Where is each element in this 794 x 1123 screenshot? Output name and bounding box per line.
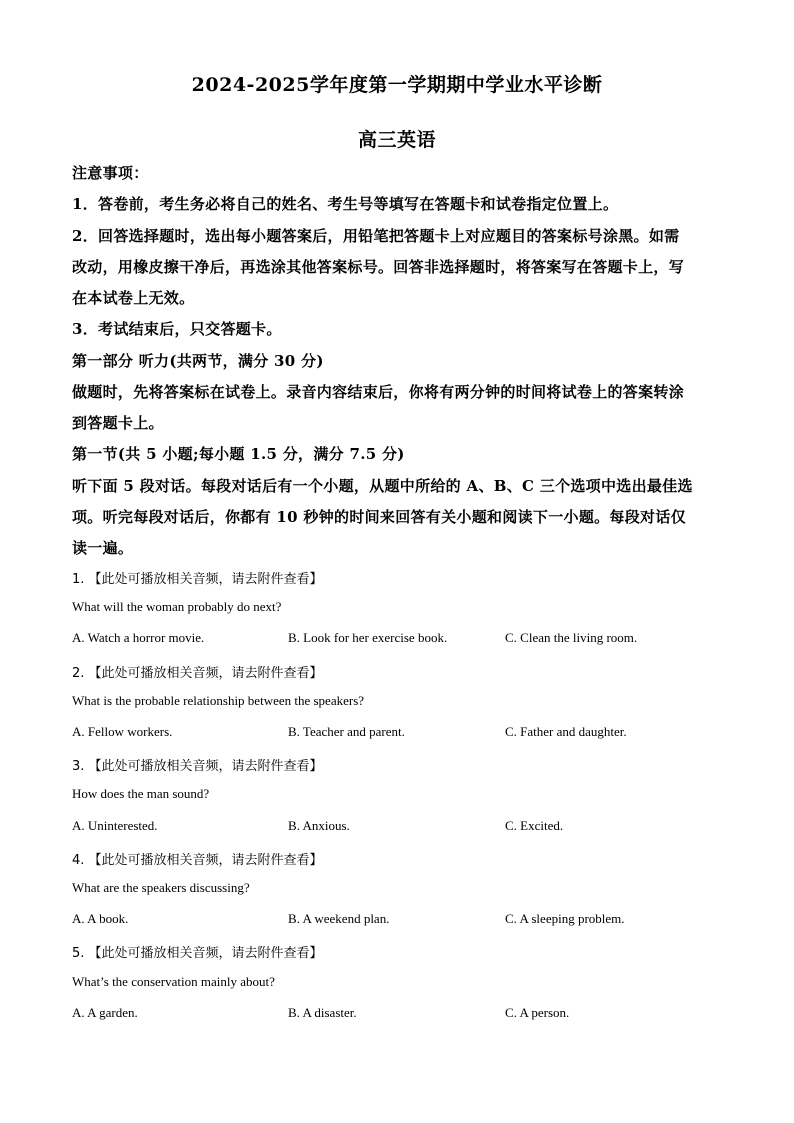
question-4-audio-link[interactable]: 4. 【此处可播放相关音频，请去附件查看】: [72, 853, 323, 868]
section1-intro-line-1: 听下面 5 段对话。每段对话后有一个小题，从题中所给的 A、B、C 三个选项中选出最佳选: [72, 477, 693, 495]
question-1-stem: What will the woman probably do next?: [72, 599, 282, 614]
notice-heading: 注意事项：: [72, 164, 149, 182]
question-1-option-c: C. Clean the living room.: [505, 630, 638, 645]
notice-item-1: 1．答卷前，考生务必将自己的姓名、考生号等填写在答题卡和试卷指定位置上。: [72, 195, 619, 213]
question-3-option-c: C. Excited.: [505, 818, 564, 833]
question-5-stem: What’s the conservation mainly about?: [72, 974, 275, 989]
section1-intro-line-3: 读一遍。: [72, 539, 134, 557]
notice-item-2-line-3: 在本试卷上无效。: [72, 289, 195, 307]
question-1-option-b: B. Look for her exercise book.: [288, 630, 448, 645]
question-5-option-b: B. A disaster.: [288, 1005, 357, 1020]
notice-item-2-line-1: 2．回答选择题时，选出每小题答案后，用铅笔把答题卡上对应题目的答案标号涂黑。如需: [72, 227, 680, 245]
question-3-audio-link[interactable]: 3. 【此处可播放相关音频，请去附件查看】: [72, 759, 323, 774]
notice-item-3: 3．考试结束后，只交答题卡。: [72, 320, 282, 338]
question-3-option-a: A. Uninterested.: [72, 818, 158, 833]
question-2-audio-link[interactable]: 2. 【此处可播放相关音频，请去附件查看】: [72, 666, 323, 681]
section1-heading: 第一节(共 5 小题;每小题 1.5 分，满分 7.5 分): [72, 445, 405, 463]
question-3-option-b: B. Anxious.: [288, 818, 350, 833]
part1-intro-line-1: 做题时，先将答案标在试卷上。录音内容结束后，你将有两分钟的时间将试卷上的答案转涂: [72, 383, 685, 401]
question-3-stem: How does the man sound?: [72, 786, 210, 801]
question-5-option-a: A. A garden.: [72, 1005, 138, 1020]
exam-subtitle: 高三英语: [357, 129, 436, 151]
question-4-stem: What are the speakers discussing?: [72, 880, 250, 895]
question-5-option-c: C. A person.: [505, 1005, 570, 1020]
part1-heading: 第一部分 听力(共两节，满分 30 分): [72, 352, 324, 370]
question-4-option-a: A. A book.: [72, 911, 129, 926]
question-4-option-c: C. A sleeping problem.: [505, 911, 625, 926]
question-5-audio-link[interactable]: 5. 【此处可播放相关音频，请去附件查看】: [72, 946, 323, 961]
exam-title: 2024-2025学年度第一学期期中学业水平诊断: [191, 74, 603, 96]
question-2-option-a: A. Fellow workers.: [72, 724, 173, 739]
question-4-option-b: B. A weekend plan.: [288, 911, 390, 926]
notice-item-2-line-2: 改动，用橡皮擦干净后，再选涂其他答案标号。回答非选择题时，将答案写在答题卡上，写: [72, 258, 685, 276]
question-2-option-b: B. Teacher and parent.: [288, 724, 405, 739]
question-1-option-a: A. Watch a horror movie.: [72, 630, 205, 645]
part1-intro-line-2: 到答题卡上。: [72, 414, 164, 432]
section1-intro-line-2: 项。听完每段对话后，你都有 10 秒钟的时间来回答有关小题和阅读下一小题。每段对话仅: [72, 508, 686, 526]
question-1-audio-link[interactable]: 1. 【此处可播放相关音频，请去附件查看】: [72, 572, 323, 587]
question-2-stem: What is the probable relationship between the speakers?: [72, 693, 365, 708]
question-2-option-c: C. Father and daughter.: [505, 724, 627, 739]
